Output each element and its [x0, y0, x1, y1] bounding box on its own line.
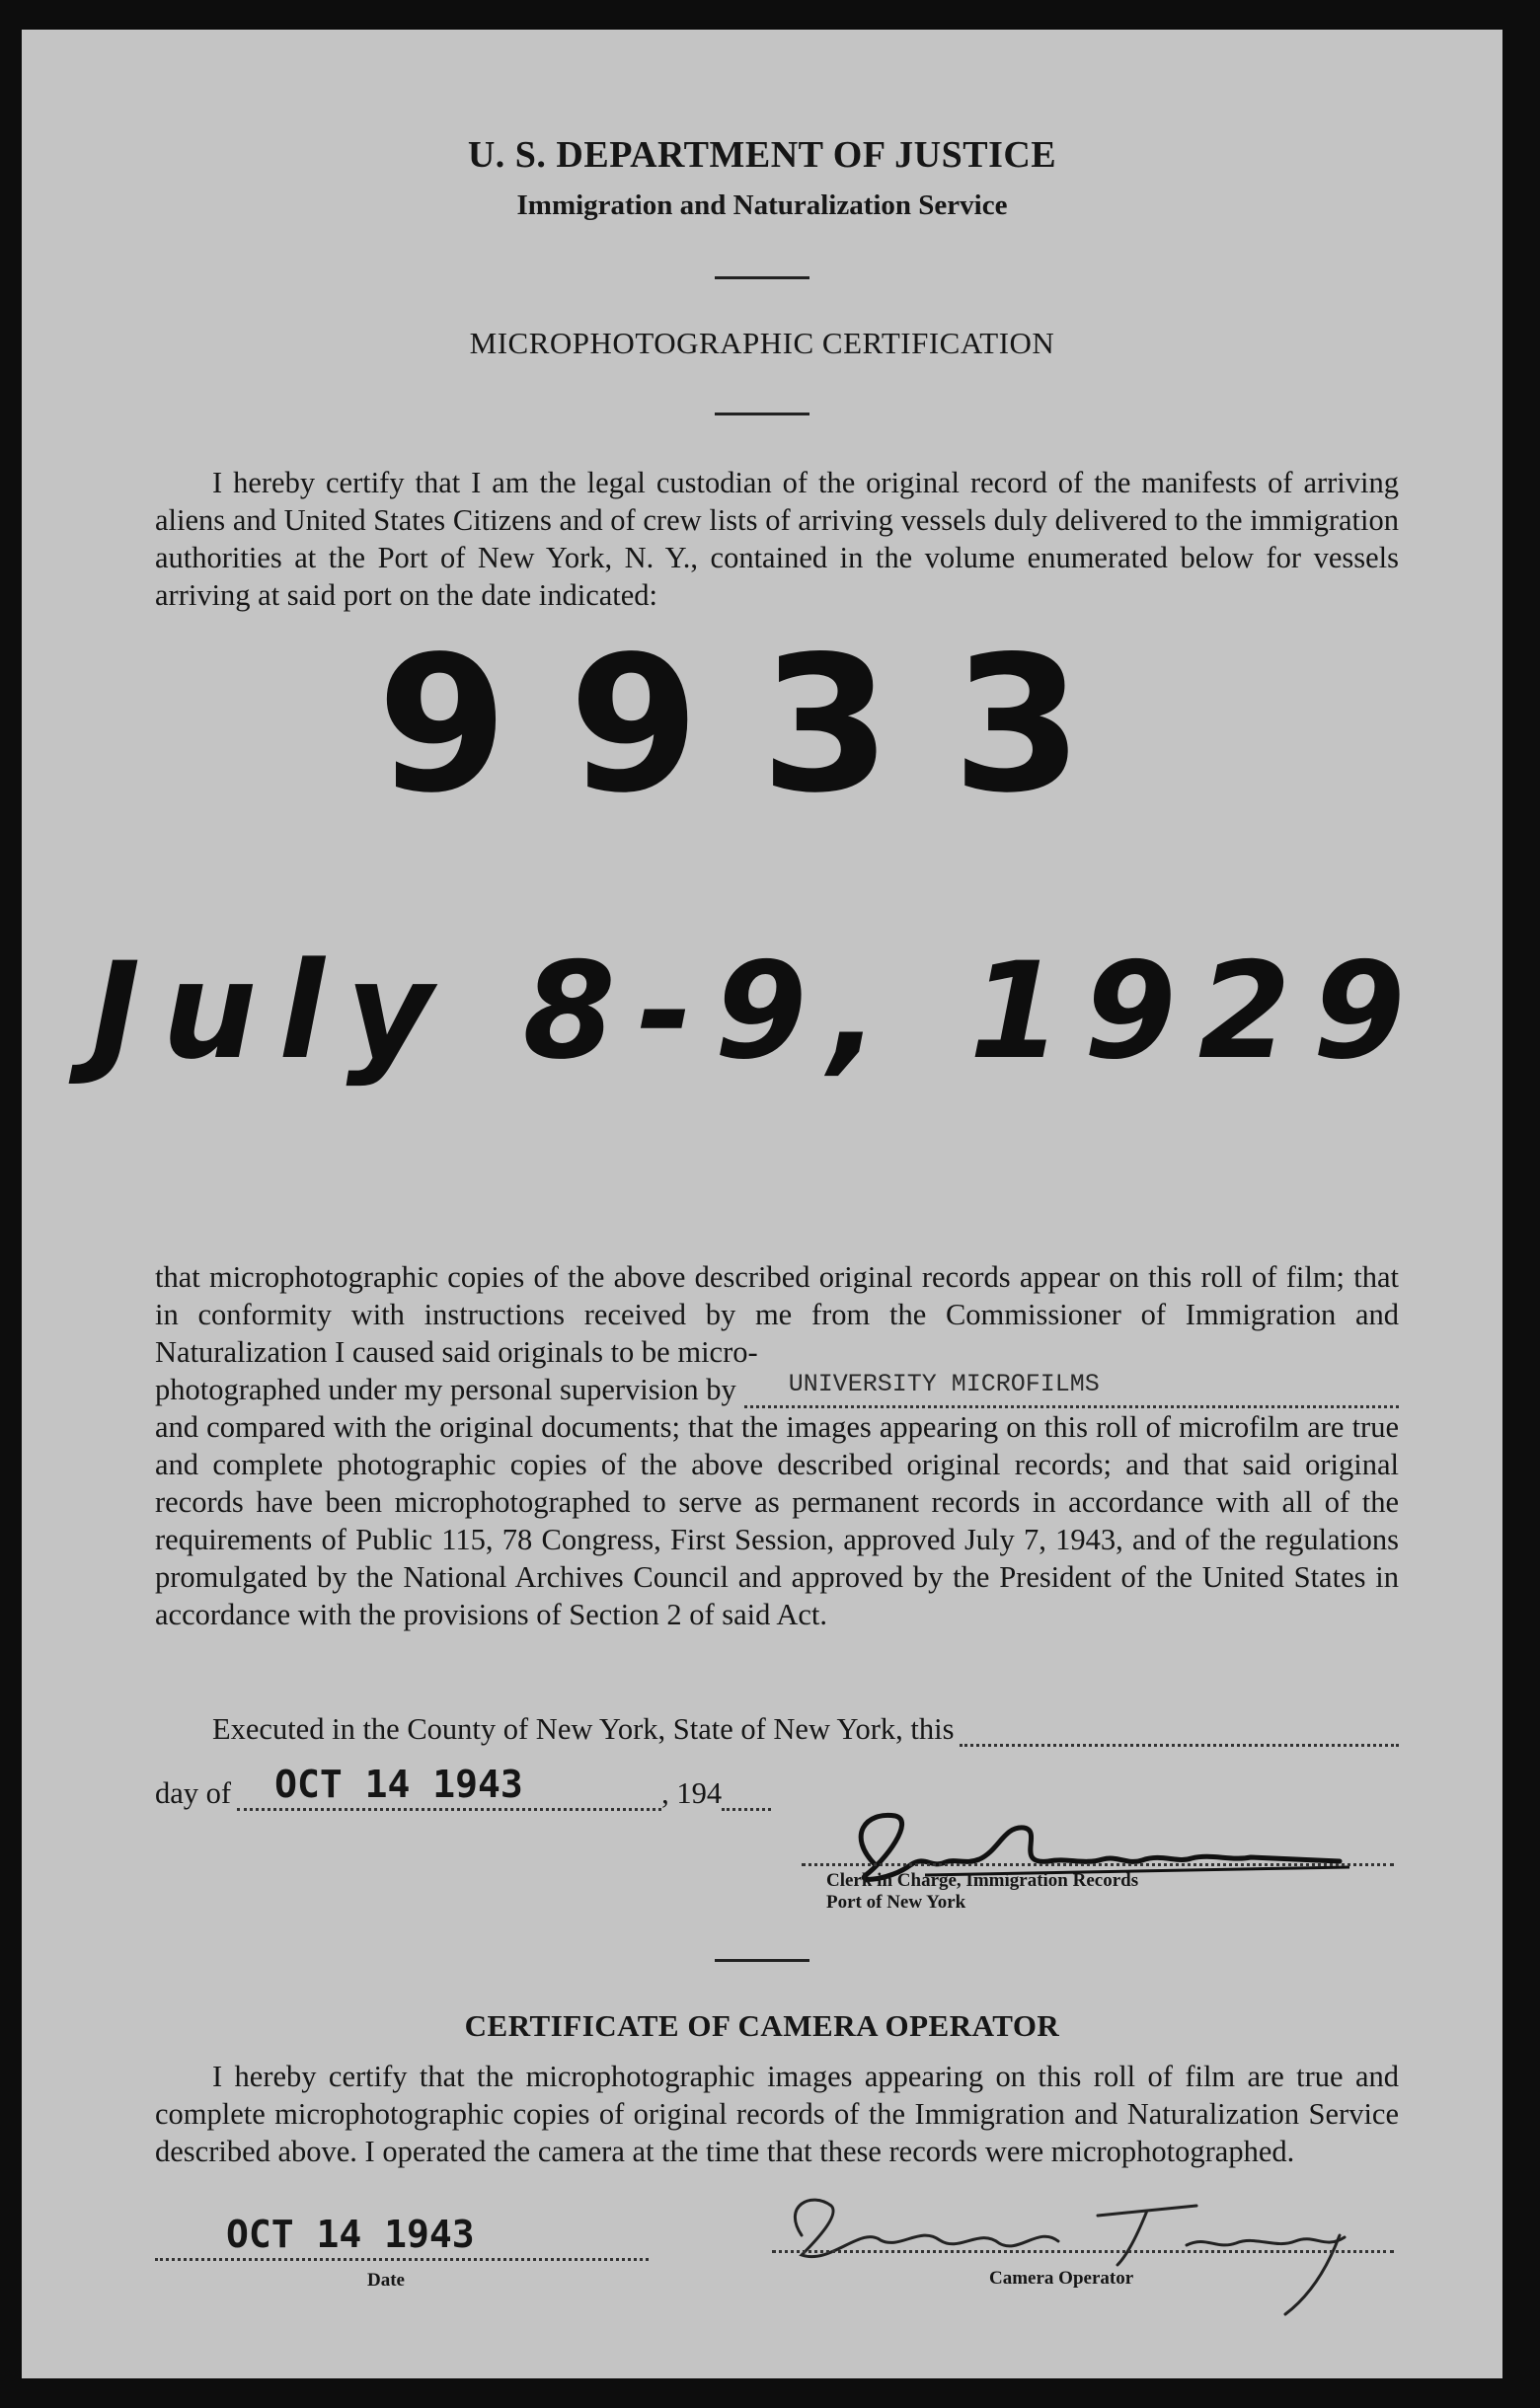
handwritten-volume-number: 9933 — [377, 616, 1144, 834]
day-of-dotted — [237, 1763, 661, 1811]
body-text-part2: and compared with the original documents; that the images appearing on this roll of microfilm are true and complete photographic copies of the above described original records; and that said original records have been microphotographed to serve as permanent records in accordance with all of the requirements of Public 115, 78 Congress, First Session, approved July 7, 1943, and of the regulations promulgated by the National Archives Council and approved by the President of the United States in accordance with the provisions of Section 2 of said Act. — [155, 1410, 1399, 1631]
year-dotted — [722, 1782, 771, 1811]
day-of-label: day of — [155, 1776, 232, 1810]
operator-text: I hereby certify that the microphotographic images appearing on this roll of film are true and complete microphotographic copies of original records of the Immigration and Naturalization Service described above. I operated the camera at the time that these records were microphotographed. — [155, 2060, 1399, 2168]
operator-date-stamp: OCT 14 1943 — [226, 2213, 475, 2256]
divider — [715, 413, 809, 415]
camera-operator-label: Camera Operator — [989, 2268, 1134, 2289]
clerk-title — [826, 1870, 1138, 1914]
filmed-by-value: UNIVERSITY MICROFILMS — [788, 1370, 1100, 1398]
clerk-signature-line — [802, 1853, 1394, 1866]
clerk-title-line1: Clerk in Charge, Immigration Records — [826, 1870, 1139, 1891]
certification-title: MICROPHOTOGRAPHIC CERTIFICATION — [469, 326, 1055, 360]
operator-paragraph — [155, 2058, 1399, 2170]
executed-day-line — [960, 1718, 1399, 1747]
intro-text: I hereby certify that I am the legal custodian of the original record of the manifests of arriving aliens and United States Citizens and of crew lists of arriving vessels duly delivered to the immigration authorities at the Port of New York, N. Y., contained in the volume enumerated below for vessels arriving at said port on the date indicated: — [155, 466, 1399, 612]
divider — [715, 1959, 809, 1962]
department-title: U. S. DEPARTMENT OF JUSTICE — [467, 134, 1057, 176]
operator-date-line — [155, 2213, 649, 2261]
intro-paragraph — [155, 464, 1399, 614]
body-paragraph — [155, 1258, 1399, 1633]
operator-certificate-title: CERTIFICATE OF CAMERA OPERATOR — [464, 2008, 1060, 2043]
day-of-line — [155, 1763, 787, 1811]
body-text-part1: that microphotographic copies of the above described original records appear on this roll of film; that in conformity with instructions received by me from the Commissioner of Immigration and Naturalization I caused said originals to be micro- — [155, 1260, 1399, 1369]
divider — [715, 276, 809, 279]
executed-text: Executed in the County of New York, State of New York, this — [212, 1712, 955, 1746]
camera-operator-line — [772, 2240, 1394, 2253]
year-suffix: , 194 — [661, 1776, 723, 1810]
filmed-by-line — [744, 1370, 1399, 1408]
certificate-sheet — [22, 30, 1502, 2378]
service-subtitle: Immigration and Naturalization Service — [516, 189, 1008, 221]
photographed-by-label: photographed under my personal supervision by — [155, 1373, 736, 1406]
handwritten-date: July 8-9, 1929 — [91, 934, 1427, 1089]
execution-date-stamp: OCT 14 1943 — [274, 1763, 523, 1806]
date-label: Date — [367, 2270, 405, 2291]
executed-line — [155, 1712, 1399, 1747]
clerk-title-line2: Port of New York — [826, 1892, 966, 1913]
